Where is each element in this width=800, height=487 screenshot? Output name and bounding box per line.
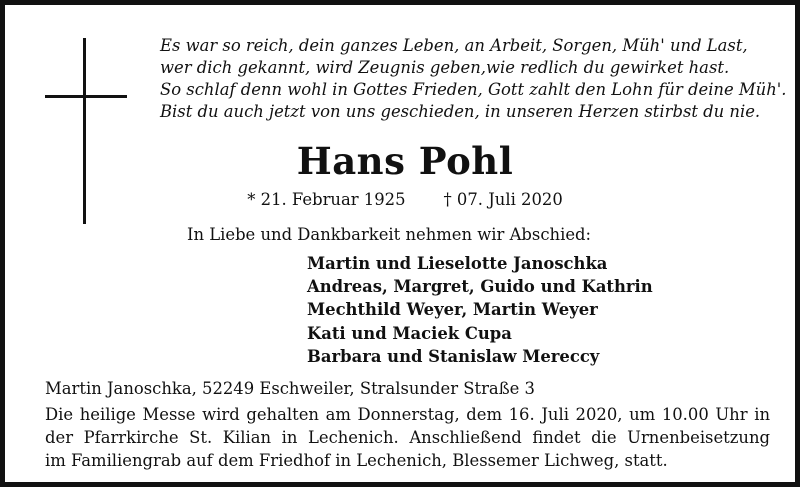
deceased-name: Hans Pohl bbox=[296, 139, 514, 183]
life-dates bbox=[5, 189, 800, 211]
poem-line: wer dich gekannt, wird Zeugnis geben,wie redlich du gewirket hast. bbox=[160, 58, 730, 77]
mourner-entry: Kati und Maciek Cupa bbox=[307, 323, 512, 343]
memorial-poem bbox=[160, 35, 787, 123]
mourners-list bbox=[307, 252, 653, 368]
contact-address: Martin Janoschka, 52249 Eschweiler, Stralsunder Straße 3 bbox=[45, 379, 535, 398]
death-date: † 07. Juli 2020 bbox=[443, 190, 563, 209]
notice-line: im Familiengrab auf dem Friedhof in Lechenich, Blessemer Lichweg, statt. bbox=[45, 451, 668, 470]
poem-line: So schlaf denn wohl in Gottes Frieden, Gott zahlt den Lohn für deine Müh'. bbox=[160, 80, 787, 99]
mourner-entry: Mechthild Weyer, Martin Weyer bbox=[307, 300, 598, 320]
mourner-entry: Barbara und Stanislaw Mereccy bbox=[307, 346, 600, 366]
mourner-entry: Andreas, Margret, Guido und Kathrin bbox=[307, 277, 653, 297]
notice-line: Die heilige Messe wird gehalten am Donnerstag, dem 16. Juli 2020, um 10.00 Uhr in bbox=[45, 405, 770, 424]
farewell-text: In Liebe und Dankbarkeit nehmen wir Abschied: bbox=[187, 225, 592, 244]
mourner-entry: Martin und Lieselotte Janoschka bbox=[307, 254, 608, 273]
cross-horizontal-bar bbox=[45, 95, 127, 98]
poem-line: Es war so reich, dein ganzes Leben, an Arbeit, Sorgen, Müh' und Last, bbox=[160, 36, 748, 55]
poem-line: Bist du auch jetzt von uns geschieden, in unseren Herzen stirbst du nie. bbox=[160, 102, 761, 121]
funeral-notice bbox=[45, 403, 770, 472]
notice-line: der Pfarrkirche St. Kilian in Lechenich. Anschließend findet die Urnenbeisetzung bbox=[45, 428, 770, 447]
birth-date: * 21. Februar 1925 bbox=[247, 190, 406, 209]
